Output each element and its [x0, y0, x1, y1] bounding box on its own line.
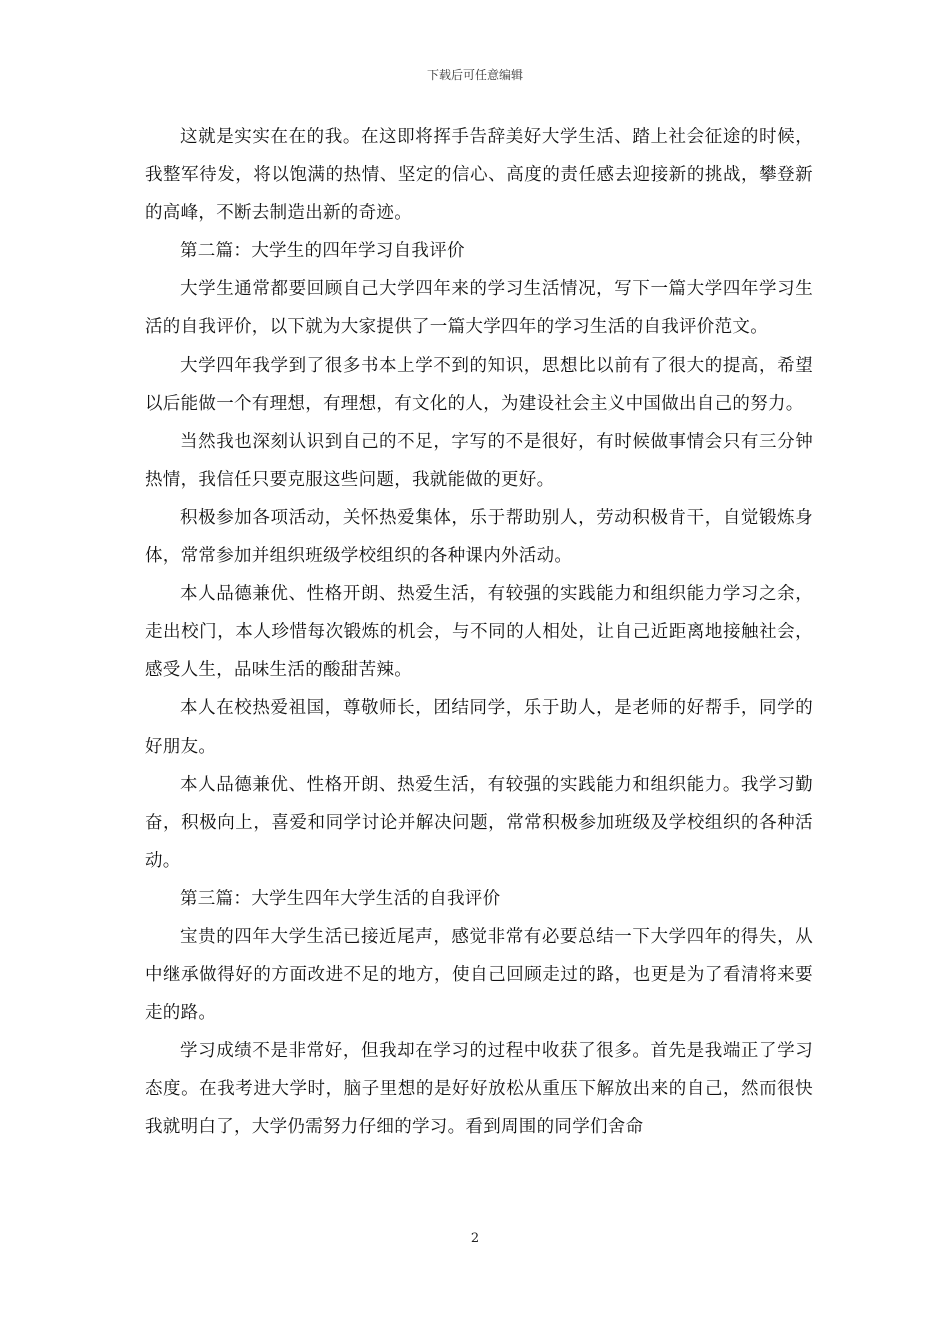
- paragraph: 大学生通常都要回顾自己大学四年来的学习生活情况，写下一篇大学四年学习生活的自我评价，以下就为大家提供了一篇大学四年的学习生活的自我评价范文。: [145, 279, 813, 338]
- paragraph: 这就是实实在在的我。在这即将挥手告辞美好大学生活、踏上社会征途的时候，我整军待发，将以饱满的热情、坚定的信心、高度的责任感去迎接新的挑战，攀登新的高峰，不断去制造出新的奇迹。: [145, 127, 813, 224]
- paragraph: 本人在校热爱祖国，尊敬师长，团结同学，乐于助人，是老师的好帮手，同学的好朋友。: [145, 698, 813, 757]
- section-heading: 第三篇：大学生四年大学生活的自我评价: [180, 888, 501, 909]
- paragraph: 学习成绩不是非常好，但我却在学习的过程中收获了很多。首先是我端正了学习态度。在我考进大学时，脑子里想的是好好放松从重压下解放出来的自己，然而很快我就明白了，大学仍需努力仔细的学习。看到周围的同学们舍命: [145, 1041, 813, 1138]
- paragraph: 宝贵的四年大学生活已接近尾声，感觉非常有必要总结一下大学四年的得失，从中继承做得好的方面改进不足的地方，使自己回顾走过的路，也更是为了看清将来要走的路。: [145, 926, 813, 1024]
- paragraph: 积极参加各项活动，关怀热爱集体，乐于帮助别人，劳动积极肯干，自觉锻炼身体，常常参加并组织班级学校组织的各种课内外活动。: [145, 507, 813, 567]
- page-header: 下载后可任意编辑: [426, 68, 523, 82]
- page-number: 2: [470, 1231, 480, 1246]
- paragraph: 大学四年我学到了很多书本上学不到的知识，思想比以前有了很大的提高，希望以后能做一个有理想，有理想，有文化的人，为建设社会主义中国做出自己的努力。: [145, 355, 813, 414]
- paragraph: 本人品德兼优、性格开朗、热爱生活，有较强的实践能力和组织能力。我学习勤奋，积极向上，喜爱和同学讨论并解决问题，常常积极参加班级及学校组织的各种活动。: [145, 774, 813, 871]
- paragraph: 当然我也深刻认识到自己的不足，字写的不是很好，有时候做事情会只有三分钟热情，我信任只要克服这些问题，我就能做的更好。: [145, 431, 813, 490]
- document-body: [145, 118, 813, 1147]
- section-heading: 第二篇：大学生的四年学习自我评价: [180, 241, 465, 262]
- paragraph: 本人品德兼优、性格开朗、热爱生活，有较强的实践能力和组织能力学习之余，走出校门，本人珍惜每次锻炼的机会，与不同的人相处，让自己近距离地接触社会，感受人生，品味生活的酸甜苦辣。: [145, 584, 813, 681]
